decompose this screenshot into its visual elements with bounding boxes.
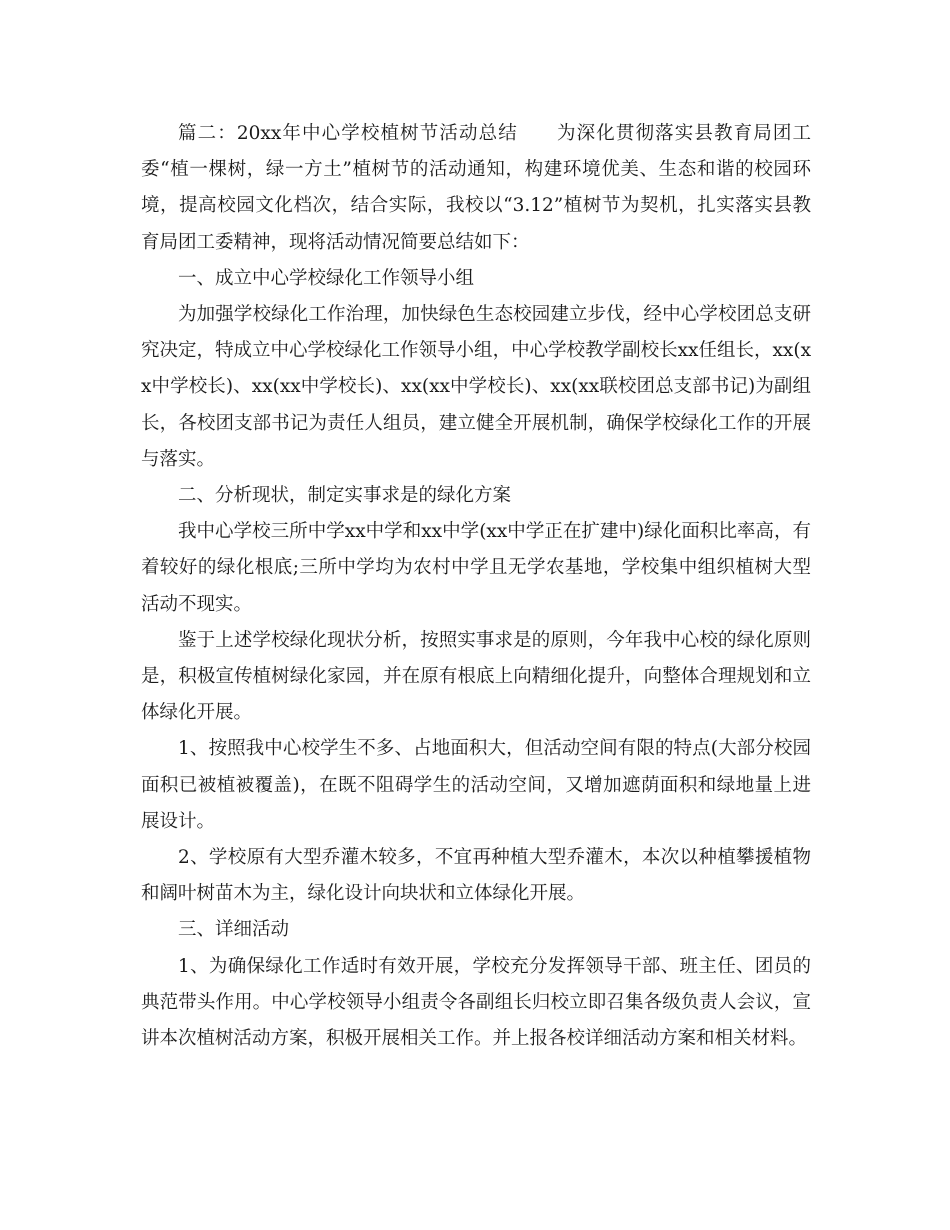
document-body bbox=[141, 116, 811, 1057]
section-heading-2: 二、分析现状，制定实事求是的绿化方案 bbox=[178, 485, 512, 507]
paragraph-activity-1: 1、为确保绿化工作适时有效开展，学校充分发挥领导干部、班主任、团员的典范带头作用。中心学校领导小组责令各副组长归校立即召集各级负责人会议，宣讲本次植树活动方案，积极开展相关工作。并上报各校详细活动方案和相关材料。 bbox=[141, 955, 811, 1050]
paragraph-current-status: 我中心学校三所中学xx中学和xx中学(xx中学正在扩建中)绿化面积比率高，有着较好的绿化根底;三所中学均为农村中学且无学农基地，学校集中组织植树大型活动不现实。 bbox=[141, 521, 811, 615]
section-heading-1: 一、成立中心学校绿化工作领导小组 bbox=[178, 267, 475, 289]
paragraph-item-2: 2、学校原有大型乔灌木较多，不宜再种植大型乔灌木，本次以种植攀援植物和阔叶树苗木为主，绿化设计向块状和立体绿化开展。 bbox=[141, 847, 811, 905]
section-heading-3: 三、详细活动 bbox=[178, 919, 290, 941]
paragraph-leadership-group: 为加强学校绿化工作治理，加快绿色生态校园建立步伐，经中心学校团总支研究决定，特成立中心学校绿化工作领导小组，中心学校教学副校长xx任组长，xx(xx中学校长)、xx(xx中学校长)、xx(xx中学校长)、xx(xx联校团总支部书记)为副组长，各校团支部书记为责任人组员，建立健全开展机制，确保学校绿化工作的开展与落实。 bbox=[141, 304, 811, 470]
paragraph-item-1: 1、按照我中心校学生不多、占地面积大，但活动空间有限的特点(大部分校园面积已被植被覆盖)，在既不阻碍学生的活动空间，又增加遮荫面积和绿地量上进展设计。 bbox=[141, 738, 811, 832]
paragraph-intro: 篇二：20xx年中心学校植树节活动总结 为深化贯彻落实县教育局团工委“植一棵树，绿一方土”植树节的活动通知，构建环境优美、生态和谐的校园环境，提高校园文化档次，结合实际，我校以“3.12”植树节为契机，扎实落实县教育局团工委精神，现将活动情况简要总结如下： bbox=[141, 123, 811, 253]
paragraph-greening-principle: 鉴于上述学校绿化现状分析，按照实事求是的原则，今年我中心校的绿化原则是，积极宣传植树绿化家园，并在原有根底上向精细化提升，向整体合理规划和立体绿化开展。 bbox=[141, 629, 811, 724]
